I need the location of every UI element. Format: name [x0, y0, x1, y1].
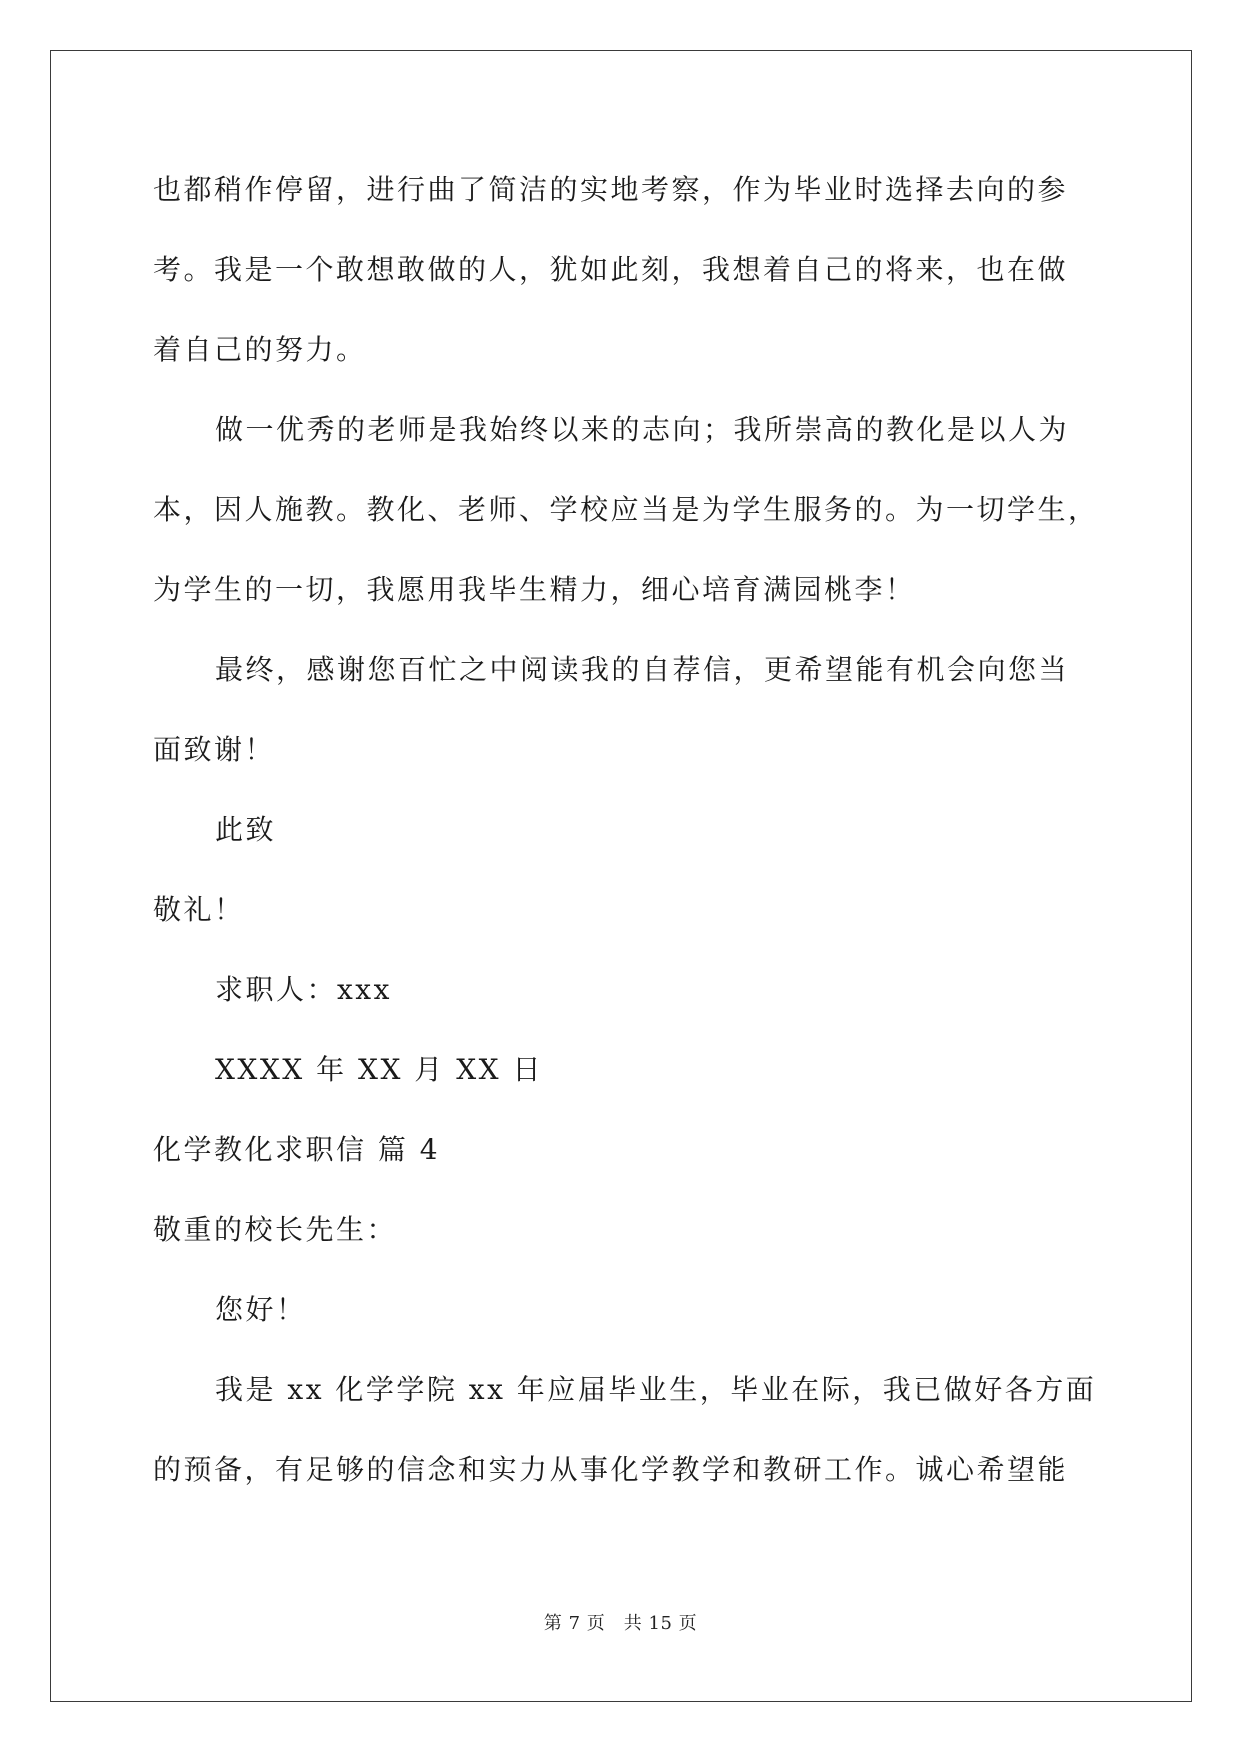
text-line-16: 我是 xx 化学学院 xx 年应届毕业生，毕业在际，我已做好各方面 [215, 1373, 1097, 1406]
text-line-6: 为学生的一切，我愿用我毕生精力，细心培育满园桃李！ [153, 573, 916, 606]
text-line-17: 的预备，有足够的信念和实力从事化学教学和教研工作。诚心希望能 [153, 1453, 1069, 1486]
closing-regards: 敬礼！ [153, 893, 245, 926]
applicant-name: 求职人：xxx [215, 973, 392, 1006]
letter-hello: 您好！ [215, 1293, 307, 1326]
text-line-5: 本，因人施教。教化、老师、学校应当是为学生服务的。为一切学生， [153, 493, 1099, 526]
letter-date: XXXX 年 XX 月 XX 日 [215, 1053, 543, 1086]
text-line-1: 也都稍作停留，进行曲了简洁的实地考察，作为毕业时选择去向的参 [153, 173, 1069, 206]
page-number-footer: 第 7 页 共 15 页 [543, 1613, 698, 1634]
text-line-8: 面致谢！ [153, 733, 276, 766]
text-line-4: 做一优秀的老师是我始终以来的志向；我所崇高的教化是以人为 [215, 413, 1070, 446]
section-heading: 化学教化求职信 篇 4 [153, 1133, 441, 1166]
text-line-3: 着自己的努力。 [153, 333, 367, 366]
text-line-7: 最终，感谢您百忙之中阅读我的自荐信，更希望能有机会向您当 [215, 653, 1070, 686]
text-line-2: 考。我是一个敢想敢做的人，犹如此刻，我想着自己的将来，也在做 [153, 253, 1069, 286]
letter-greeting: 敬重的校长先生： [153, 1213, 398, 1246]
closing-salutation: 此致 [215, 813, 277, 846]
